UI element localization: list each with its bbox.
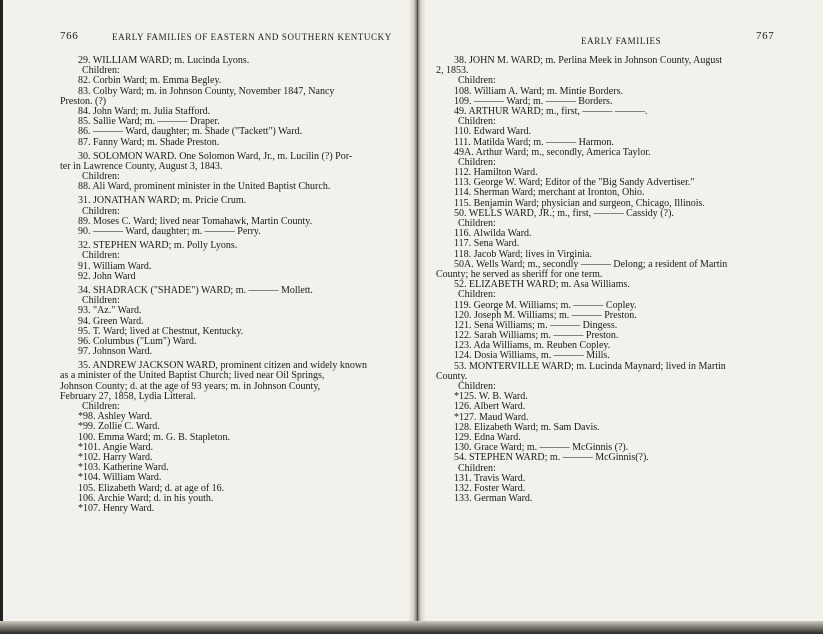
text-line: Children: xyxy=(82,295,120,307)
text-line: 52. ELIZABETH WARD; m. Asa Williams. xyxy=(454,279,630,291)
text-line: 93. "Az." Ward. xyxy=(78,305,142,317)
text-line: ter in Lawrence County, August 3, 1843. xyxy=(60,160,223,172)
text-line: 126. Albert Ward. xyxy=(454,401,526,413)
text-line: Children: xyxy=(458,381,496,392)
text-line: 108. William A. Ward; m. Mintie Borders. xyxy=(454,85,623,97)
text-line: 31. JONATHAN WARD; m. Pricie Crum. xyxy=(78,195,247,207)
text-line: 49. ARTHUR WARD; m., first, ——— ———. xyxy=(454,105,648,117)
text-line: *125. W. B. Ward. xyxy=(454,391,528,403)
text-line: 2, 1853. xyxy=(436,65,469,77)
text-line: 86. ——— Ward, daughter; m. Shade ("Tackett") Ward. xyxy=(78,126,303,138)
text-line: 87. Fanny Ward; m. Shade Preston. xyxy=(78,136,220,148)
text-line: 109. ——— Ward; m. ——— Borders. xyxy=(454,95,613,107)
text-line: 54. STEPHEN WARD; m. ——— McGinnis(?). xyxy=(454,452,649,464)
text-line: Children: xyxy=(82,65,120,77)
text-line: 95. T. Ward; lived at Chestnut, Kentucky. xyxy=(78,325,244,337)
left-page-number: 766 xyxy=(60,30,79,42)
left-page-header xyxy=(60,30,406,46)
text-line: 53. MONTERVILLE WARD; m. Lucinda Maynard; lived in Martin xyxy=(454,360,726,372)
text-line: 124. Dosia Williams, m. ——— Mills. xyxy=(454,350,610,362)
text-line: as a minister of the United Baptist Church; lived near Oil Springs, xyxy=(60,370,325,382)
right-page-text xyxy=(436,56,782,504)
text-line: Preston. (?) xyxy=(60,95,107,107)
text-line: County; he served as sheriff for one term. xyxy=(436,268,603,280)
text-line: 49A. Arthur Ward; m., secondly, America Taylor. xyxy=(454,146,651,158)
book-gutter xyxy=(408,0,426,622)
text-line: 119. George M. Williams; m. ——— Copley. xyxy=(454,299,637,311)
text-line: *102. Harry Ward. xyxy=(78,451,153,463)
text-line: 91. William Ward. xyxy=(78,260,152,272)
text-line: Children: xyxy=(458,156,496,168)
text-line: 110. Edward Ward. xyxy=(454,126,531,138)
text-line: Children: xyxy=(82,171,120,183)
text-line: 115. Benjamin Ward; physician and surgeon, Chicago, Illinois. xyxy=(454,197,705,209)
left-page xyxy=(60,30,406,514)
text-line: *99. Zollie C. Ward. xyxy=(78,421,160,433)
text-line: Johnson County; d. at the age of 93 years; m. in Johnson County, xyxy=(60,380,321,392)
text-line: 100. Emma Ward; m. G. B. Stapleton. xyxy=(78,431,231,443)
text-line: 130. Grace Ward; m. ——— McGinnis (?). xyxy=(454,442,629,454)
text-line: 35. ANDREW JACKSON WARD, prominent citizen and widely known xyxy=(78,360,368,372)
text-line: 132. Foster Ward. xyxy=(454,482,526,494)
right-page-number: 767 xyxy=(756,30,775,42)
text-line: *127. Maud Ward. xyxy=(454,411,529,423)
text-line: 120. Joseph M. Williams; m. ——— Preston. xyxy=(454,309,637,321)
text-line: Children: xyxy=(458,75,496,87)
text-line: 113. George W. Ward; Editor of the "Big Sandy Advertiser." xyxy=(454,177,695,189)
left-running-head: EARLY FAMILIES OF EASTERN AND SOUTHERN KENTUCKY xyxy=(112,32,392,42)
text-line: 114. Sherman Ward; merchant at Ironton, Ohio. xyxy=(454,187,645,199)
text-line: 123. Ada Williams, m. Reuben Copley. xyxy=(454,340,611,352)
text-line: 29. WILLIAM WARD; m. Lucinda Lyons. xyxy=(78,55,250,66)
text-line: 112. Hamilton Ward. xyxy=(454,167,538,179)
text-line: 97. Johnson Ward. xyxy=(78,346,153,358)
text-line: *107. Henry Ward. xyxy=(78,502,155,514)
text-line: *98. Ashley Ward. xyxy=(78,411,153,423)
right-page xyxy=(436,30,782,504)
text-line: 116. Alwilda Ward. xyxy=(454,228,532,240)
text-line: 111. Matilda Ward; m. ——— Harmon. xyxy=(454,136,614,148)
text-line: 84. John Ward; m. Julia Stafford. xyxy=(78,105,211,117)
right-running-head: EARLY FAMILIES xyxy=(581,36,662,46)
text-line: *104. William Ward. xyxy=(78,472,162,484)
text-line: 34. SHADRACK ("SHADE") WARD; m. ——— Mollett. xyxy=(78,284,313,296)
text-line: Children: xyxy=(458,116,496,128)
text-line: Children: xyxy=(458,289,496,301)
text-line: 131. Travis Ward. xyxy=(454,472,526,484)
text-line: 92. John Ward xyxy=(78,270,136,282)
text-line: 106. Archie Ward; d. in his youth. xyxy=(78,492,214,504)
text-line: 88. Ali Ward, prominent minister in the United Baptist Church. xyxy=(78,181,331,193)
text-line: Children: xyxy=(82,250,120,262)
text-line: County. xyxy=(436,370,468,382)
text-line: Children: xyxy=(458,218,496,229)
text-line: 94. Green Ward. xyxy=(78,315,144,327)
left-page-text xyxy=(60,56,406,514)
text-line: Children: xyxy=(82,205,120,217)
text-line: 129. Edna Ward. xyxy=(454,431,521,443)
text-line: 122. Sarah Williams; m. ——— Preston. xyxy=(454,330,619,342)
text-line: 50A. Wells Ward; m., secondly ——— Delong; a resident of Martin xyxy=(454,258,728,270)
right-page-header xyxy=(436,30,782,46)
text-line: 38. JOHN M. WARD; m. Perlina Meek in Johnson County, August xyxy=(454,55,723,66)
text-line: 85. Sallie Ward; m. ——— Draper. xyxy=(78,116,220,128)
text-line: 117. Sena Ward. xyxy=(454,238,520,250)
text-line: 82. Corbin Ward; m. Emma Begley. xyxy=(78,75,222,87)
text-line: 89. Moses C. Ward; lived near Tomahawk, Martin County. xyxy=(78,215,313,227)
text-line: 118. Jacob Ward; lives in Virginia. xyxy=(454,248,592,260)
text-line: Children: xyxy=(458,462,496,474)
text-line: *103. Katherine Ward. xyxy=(78,462,169,474)
text-line: 133. German Ward. xyxy=(454,493,533,505)
text-line: 128. Elizabeth Ward; m. Sam Davis. xyxy=(454,421,600,433)
text-line: 105. Elizabeth Ward; d. at age of 16. xyxy=(78,482,225,494)
scan-edge-left xyxy=(0,0,3,634)
text-line: 30. SOLOMON WARD. One Solomon Ward, Jr., m. Lucilin (?) Por- xyxy=(78,150,353,162)
text-line: 121. Sena Williams; m. ——— Dingess. xyxy=(454,319,618,331)
text-line: February 27, 1858, Lydia Litteral. xyxy=(60,390,196,402)
text-line: *101. Angie Ward. xyxy=(78,441,154,453)
text-line: 90. ——— Ward, daughter; m. ——— Perry. xyxy=(78,226,261,237)
text-line: Children: xyxy=(82,401,120,412)
text-line: 96. Columbus ("Lum") Ward. xyxy=(78,335,197,347)
text-line: 32. STEPHEN WARD; m. Polly Lyons. xyxy=(78,240,238,252)
text-line: 83. Colby Ward; m. in Johnson County, November 1847, Nancy xyxy=(78,85,335,97)
scan-edge-bottom xyxy=(0,621,823,634)
text-line: 50. WELLS WARD, JR.; m., first, ——— Cassidy (?). xyxy=(454,207,674,219)
